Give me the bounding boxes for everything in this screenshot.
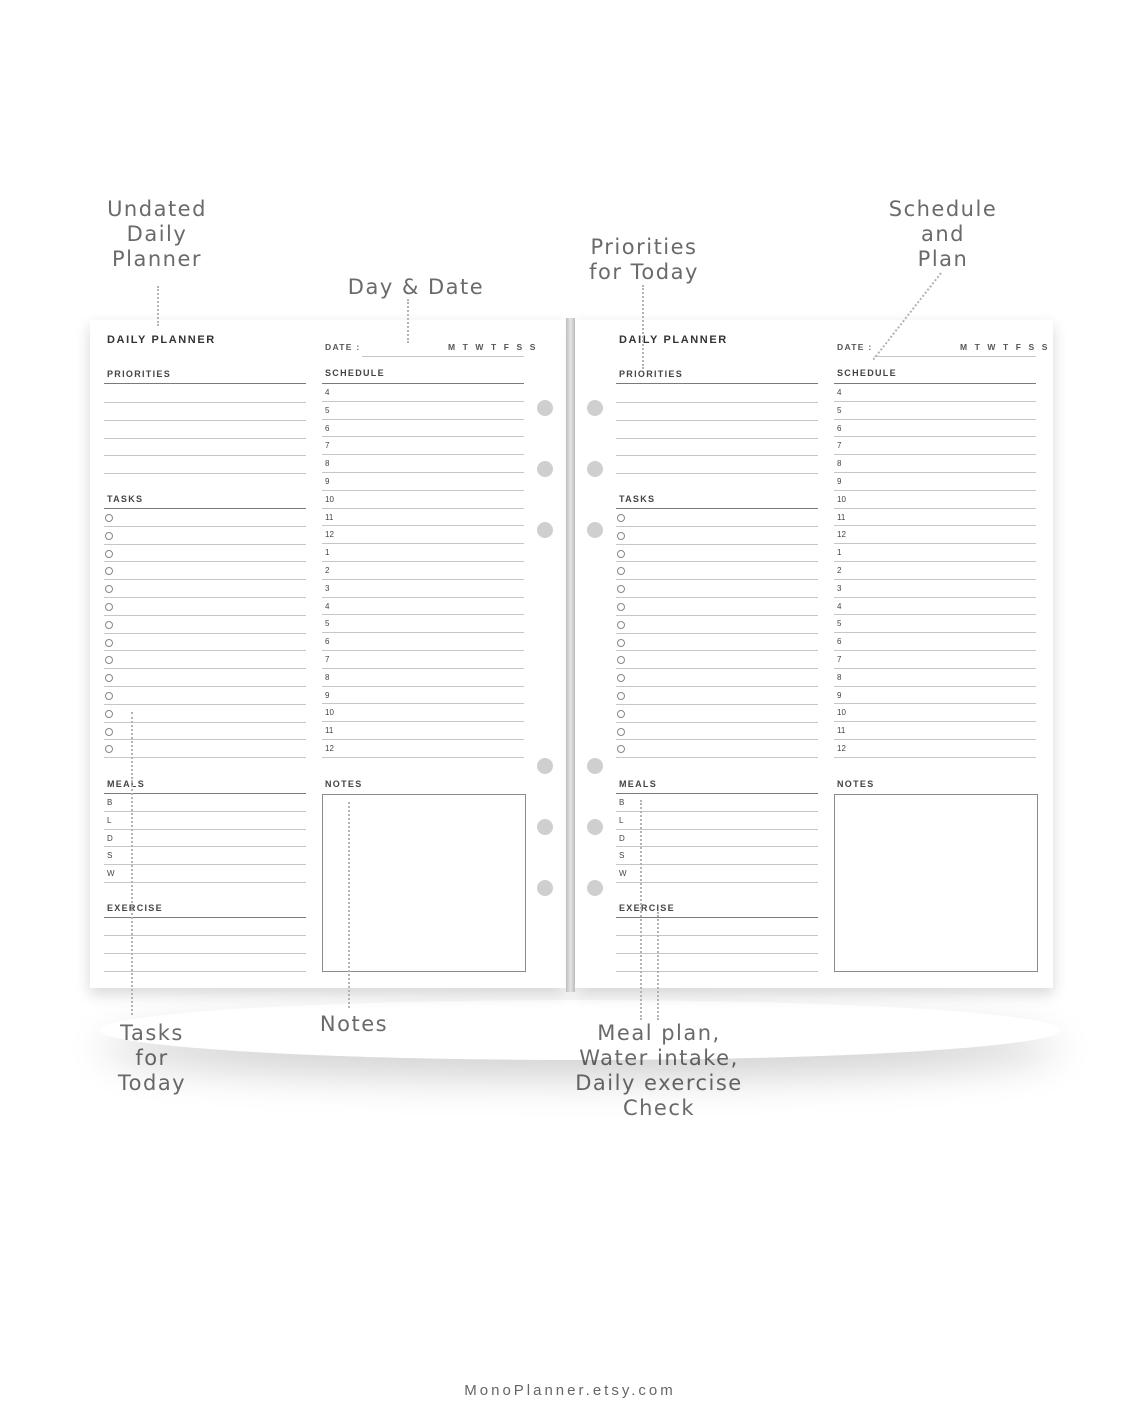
schedule-line — [834, 757, 1036, 758]
schedule-hour-label: 4 — [837, 601, 842, 611]
annotation-line: Plan — [917, 247, 969, 271]
schedule-line — [322, 614, 524, 615]
schedule-hour-label: 6 — [325, 423, 330, 433]
meal-row-label: L — [107, 815, 112, 825]
schedule-line — [834, 703, 1036, 704]
schedule-line — [322, 561, 524, 562]
binder-hole — [587, 758, 603, 774]
task-line — [104, 544, 306, 545]
schedule-line — [834, 436, 1036, 437]
priorities-heading: PRIORITIES — [619, 369, 684, 379]
exercise-line — [104, 935, 306, 936]
exercise-line — [104, 953, 306, 954]
task-checkbox — [617, 692, 625, 700]
date-line — [874, 356, 1036, 357]
task-line — [104, 597, 306, 598]
schedule-hour-label: 7 — [325, 441, 330, 451]
schedule-hour-label: 12 — [325, 530, 334, 540]
schedule-line — [834, 721, 1036, 722]
schedule-hour-label: 8 — [837, 459, 842, 469]
leader-priorities — [642, 285, 644, 369]
notes-heading: NOTES — [837, 779, 875, 789]
schedule-hour-label: 8 — [325, 459, 330, 469]
task-checkbox — [105, 692, 113, 700]
task-checkbox — [617, 728, 625, 736]
schedule-line — [834, 490, 1036, 491]
schedule-line — [322, 419, 524, 420]
task-line — [104, 704, 306, 705]
annotation-line: Today — [117, 1071, 187, 1095]
annotation-line: Schedule — [888, 197, 998, 221]
schedule-hour-label: 4 — [325, 601, 330, 611]
meal-line — [104, 846, 306, 847]
exercise-line — [616, 935, 818, 936]
task-line — [616, 739, 818, 740]
task-line — [104, 668, 306, 669]
schedule-line — [322, 454, 524, 455]
priority-line — [104, 473, 306, 474]
schedule-line — [834, 739, 1036, 740]
schedule-line — [834, 472, 1036, 473]
exercise-line — [104, 971, 306, 972]
meal-row-label: B — [107, 798, 113, 807]
schedule-line — [322, 490, 524, 491]
schedule-hour-label: 11 — [837, 512, 846, 522]
schedule-hour-label: 7 — [837, 655, 842, 664]
meals-header-line — [616, 793, 818, 794]
tasks-heading: TASKS — [619, 494, 656, 504]
task-checkbox — [105, 514, 113, 522]
priority-line — [104, 455, 306, 456]
meal-line — [616, 829, 818, 830]
meal-line — [104, 829, 306, 830]
meal-line — [616, 846, 818, 847]
schedule-line — [322, 668, 524, 669]
annotation-line: and — [920, 222, 965, 246]
schedule-hour-label: 10 — [837, 494, 846, 504]
meals-heading: MEALS — [107, 779, 145, 789]
priority-line — [616, 455, 818, 456]
meal-line — [104, 811, 306, 812]
tasks-header-line — [616, 508, 818, 509]
priority-line — [104, 402, 306, 403]
schedule-hour-label: 6 — [837, 637, 842, 647]
schedule-line — [322, 508, 524, 509]
notes-box — [834, 794, 1038, 972]
schedule-hour-label: 9 — [837, 690, 842, 700]
notes-heading: NOTES — [325, 779, 363, 789]
annotation-line: Tasks — [120, 1021, 184, 1045]
task-line — [104, 650, 306, 651]
task-checkbox — [105, 550, 113, 558]
priorities-header-line — [616, 383, 818, 384]
schedule-hour-label: 7 — [325, 655, 330, 664]
schedule-line — [834, 668, 1036, 669]
priority-line — [616, 420, 818, 421]
schedule-line — [322, 543, 524, 544]
schedule-line — [322, 579, 524, 580]
binder-hole — [537, 819, 553, 835]
task-checkbox — [105, 621, 113, 629]
schedule-line — [834, 650, 1036, 651]
schedule-line — [834, 686, 1036, 687]
meal-line — [104, 864, 306, 865]
annotation-line: Day & Date — [347, 275, 485, 299]
annotation-line: Daily — [126, 222, 188, 246]
binder-hole — [537, 522, 553, 538]
schedule-line — [834, 508, 1036, 509]
exercise-header-line — [104, 917, 306, 918]
task-line — [616, 597, 818, 598]
task-checkbox — [617, 514, 625, 522]
meals-header-line — [104, 793, 306, 794]
binder-hole — [537, 880, 553, 896]
task-line — [104, 722, 306, 723]
schedule-hour-label: 5 — [837, 405, 842, 415]
task-line — [616, 615, 818, 616]
exercise-line — [616, 953, 818, 954]
schedule-hour-label: 10 — [837, 708, 846, 718]
date-label: DATE : — [837, 342, 873, 352]
annotation-line: Notes — [319, 1012, 389, 1036]
schedule-line — [834, 525, 1036, 526]
schedule-heading: SCHEDULE — [325, 368, 385, 378]
task-line — [616, 544, 818, 545]
schedule-hour-label: 8 — [325, 672, 330, 682]
leader-exercise — [657, 912, 659, 1020]
priority-line — [616, 473, 818, 474]
planner-title: DAILY PLANNER — [107, 334, 216, 346]
spread-shadow — [100, 1000, 1060, 1060]
task-checkbox — [105, 532, 113, 540]
binder-hole — [537, 400, 553, 416]
leader-undated — [157, 286, 159, 326]
schedule-line — [322, 401, 524, 402]
schedule-hour-label: 8 — [837, 672, 842, 682]
binder-hole — [537, 758, 553, 774]
priorities-header-line — [104, 383, 306, 384]
exercise-heading: EXERCISE — [619, 903, 675, 913]
task-checkbox — [617, 639, 625, 647]
priority-line — [616, 438, 818, 439]
schedule-line — [834, 632, 1036, 633]
schedule-line — [834, 579, 1036, 580]
schedule-line — [322, 597, 524, 598]
task-line — [104, 579, 306, 580]
schedule-line — [322, 757, 524, 758]
binder-hole — [537, 461, 553, 477]
task-line — [104, 526, 306, 527]
schedule-hour-label: 5 — [837, 619, 842, 629]
schedule-line — [834, 597, 1036, 598]
schedule-line — [834, 454, 1036, 455]
schedule-hour-label: 1 — [325, 548, 330, 558]
date-label: DATE : — [325, 342, 361, 352]
meal-row-label: W — [619, 869, 627, 879]
schedule-header-line — [322, 383, 524, 384]
annotation-day-date — [330, 275, 502, 300]
exercise-header-line — [616, 917, 818, 918]
meal-row-label: S — [619, 851, 625, 861]
task-line — [104, 757, 306, 758]
schedule-hour-label: 6 — [325, 637, 330, 647]
annotation-line: Check — [622, 1096, 696, 1120]
meal-line — [616, 811, 818, 812]
priority-line — [104, 438, 306, 439]
schedule-hour-label: 10 — [325, 708, 334, 718]
notes-box — [322, 794, 526, 972]
schedule-line — [322, 632, 524, 633]
schedule-hour-label: 9 — [837, 477, 842, 486]
task-checkbox — [105, 603, 113, 611]
schedule-line — [322, 525, 524, 526]
annotation-schedule — [868, 197, 1018, 272]
schedule-header-line — [834, 383, 1036, 384]
annotation-line: Daily exercise — [575, 1071, 743, 1095]
schedule-hour-label: 5 — [325, 619, 330, 629]
schedule-hour-label: 3 — [325, 583, 330, 593]
annotation-line: for Today — [589, 260, 699, 284]
meal-row-label: B — [619, 798, 625, 807]
annotation-line: Water intake, — [579, 1046, 739, 1070]
schedule-hour-label: 11 — [325, 512, 334, 522]
schedule-hour-label: 2 — [837, 566, 842, 575]
schedule-hour-label: 4 — [837, 388, 842, 397]
schedule-hour-label: 5 — [325, 405, 330, 415]
task-line — [616, 704, 818, 705]
annotation-undated-daily-planner — [82, 197, 232, 272]
meal-line — [104, 882, 306, 883]
task-line — [104, 615, 306, 616]
priority-line — [104, 420, 306, 421]
schedule-hour-label: 9 — [325, 477, 330, 486]
task-line — [616, 722, 818, 723]
task-line — [616, 579, 818, 580]
binder-hole — [587, 461, 603, 477]
annotation-priorities — [560, 235, 728, 285]
binder-hole — [587, 880, 603, 896]
task-checkbox — [617, 550, 625, 558]
task-line — [104, 633, 306, 634]
task-checkbox — [617, 532, 625, 540]
schedule-line — [834, 543, 1036, 544]
task-checkbox — [617, 710, 625, 718]
task-line — [616, 757, 818, 758]
task-line — [104, 739, 306, 740]
schedule-hour-label: 4 — [325, 388, 330, 397]
leader-meal — [640, 800, 642, 1020]
leader-tasks — [131, 712, 133, 1015]
task-line — [616, 650, 818, 651]
meal-row-label: S — [107, 851, 113, 861]
schedule-line — [322, 650, 524, 651]
task-checkbox — [105, 710, 113, 718]
task-line — [104, 686, 306, 687]
schedule-hour-label: 7 — [837, 441, 842, 451]
task-line — [104, 561, 306, 562]
leader-notes — [348, 802, 350, 1008]
schedule-line — [834, 401, 1036, 402]
weekday-initials: M T W T F S S — [448, 342, 538, 352]
schedule-hour-label: 12 — [837, 530, 846, 540]
schedule-hour-label: 10 — [325, 494, 334, 504]
binder-hole — [587, 522, 603, 538]
task-line — [616, 633, 818, 634]
schedule-hour-label: 9 — [325, 690, 330, 700]
annotation-line: Priorities — [590, 235, 698, 259]
schedule-hour-label: 3 — [837, 583, 842, 593]
weekday-initials: M T W T F S S — [960, 342, 1050, 352]
schedule-line — [834, 614, 1036, 615]
task-line — [616, 668, 818, 669]
task-checkbox — [617, 621, 625, 629]
schedule-hour-label: 11 — [837, 726, 846, 736]
meal-row-label: L — [619, 815, 624, 825]
exercise-line — [616, 971, 818, 972]
meals-heading: MEALS — [619, 779, 657, 789]
binding-gutter — [566, 318, 575, 992]
schedule-hour-label: 11 — [325, 726, 334, 736]
annotation-line: for — [135, 1046, 169, 1070]
date-line — [362, 356, 524, 357]
exercise-heading: EXERCISE — [107, 903, 163, 913]
meal-row-label: W — [107, 869, 115, 879]
annotation-line: Undated — [107, 197, 207, 221]
annotation-line: Meal plan, — [597, 1021, 721, 1045]
task-line — [616, 561, 818, 562]
schedule-line — [322, 472, 524, 473]
schedule-hour-label: 12 — [325, 744, 334, 753]
meal-row-label: D — [107, 833, 113, 843]
task-checkbox — [617, 603, 625, 611]
schedule-hour-label: 6 — [837, 423, 842, 433]
schedule-hour-label: 2 — [325, 566, 330, 575]
planner-title: DAILY PLANNER — [619, 334, 728, 346]
binder-hole — [587, 819, 603, 835]
meal-line — [616, 864, 818, 865]
task-checkbox — [105, 639, 113, 647]
footer-shop-url: MonoPlanner.etsy.com — [464, 1382, 676, 1399]
schedule-heading: SCHEDULE — [837, 368, 897, 378]
schedule-hour-label: 12 — [837, 744, 846, 753]
schedule-line — [834, 419, 1036, 420]
schedule-line — [322, 686, 524, 687]
schedule-line — [322, 721, 524, 722]
schedule-line — [834, 561, 1036, 562]
priority-line — [616, 402, 818, 403]
annotation-line: Planner — [111, 247, 203, 271]
leader-day-date — [407, 299, 409, 343]
meal-row-label: D — [619, 833, 625, 843]
meal-line — [616, 882, 818, 883]
schedule-line — [322, 703, 524, 704]
priorities-heading: PRIORITIES — [107, 369, 172, 379]
task-line — [616, 686, 818, 687]
schedule-line — [322, 436, 524, 437]
schedule-hour-label: 1 — [837, 548, 842, 558]
binder-hole — [587, 400, 603, 416]
tasks-header-line — [104, 508, 306, 509]
tasks-heading: TASKS — [107, 494, 144, 504]
task-line — [616, 526, 818, 527]
task-checkbox — [105, 728, 113, 736]
schedule-line — [322, 739, 524, 740]
